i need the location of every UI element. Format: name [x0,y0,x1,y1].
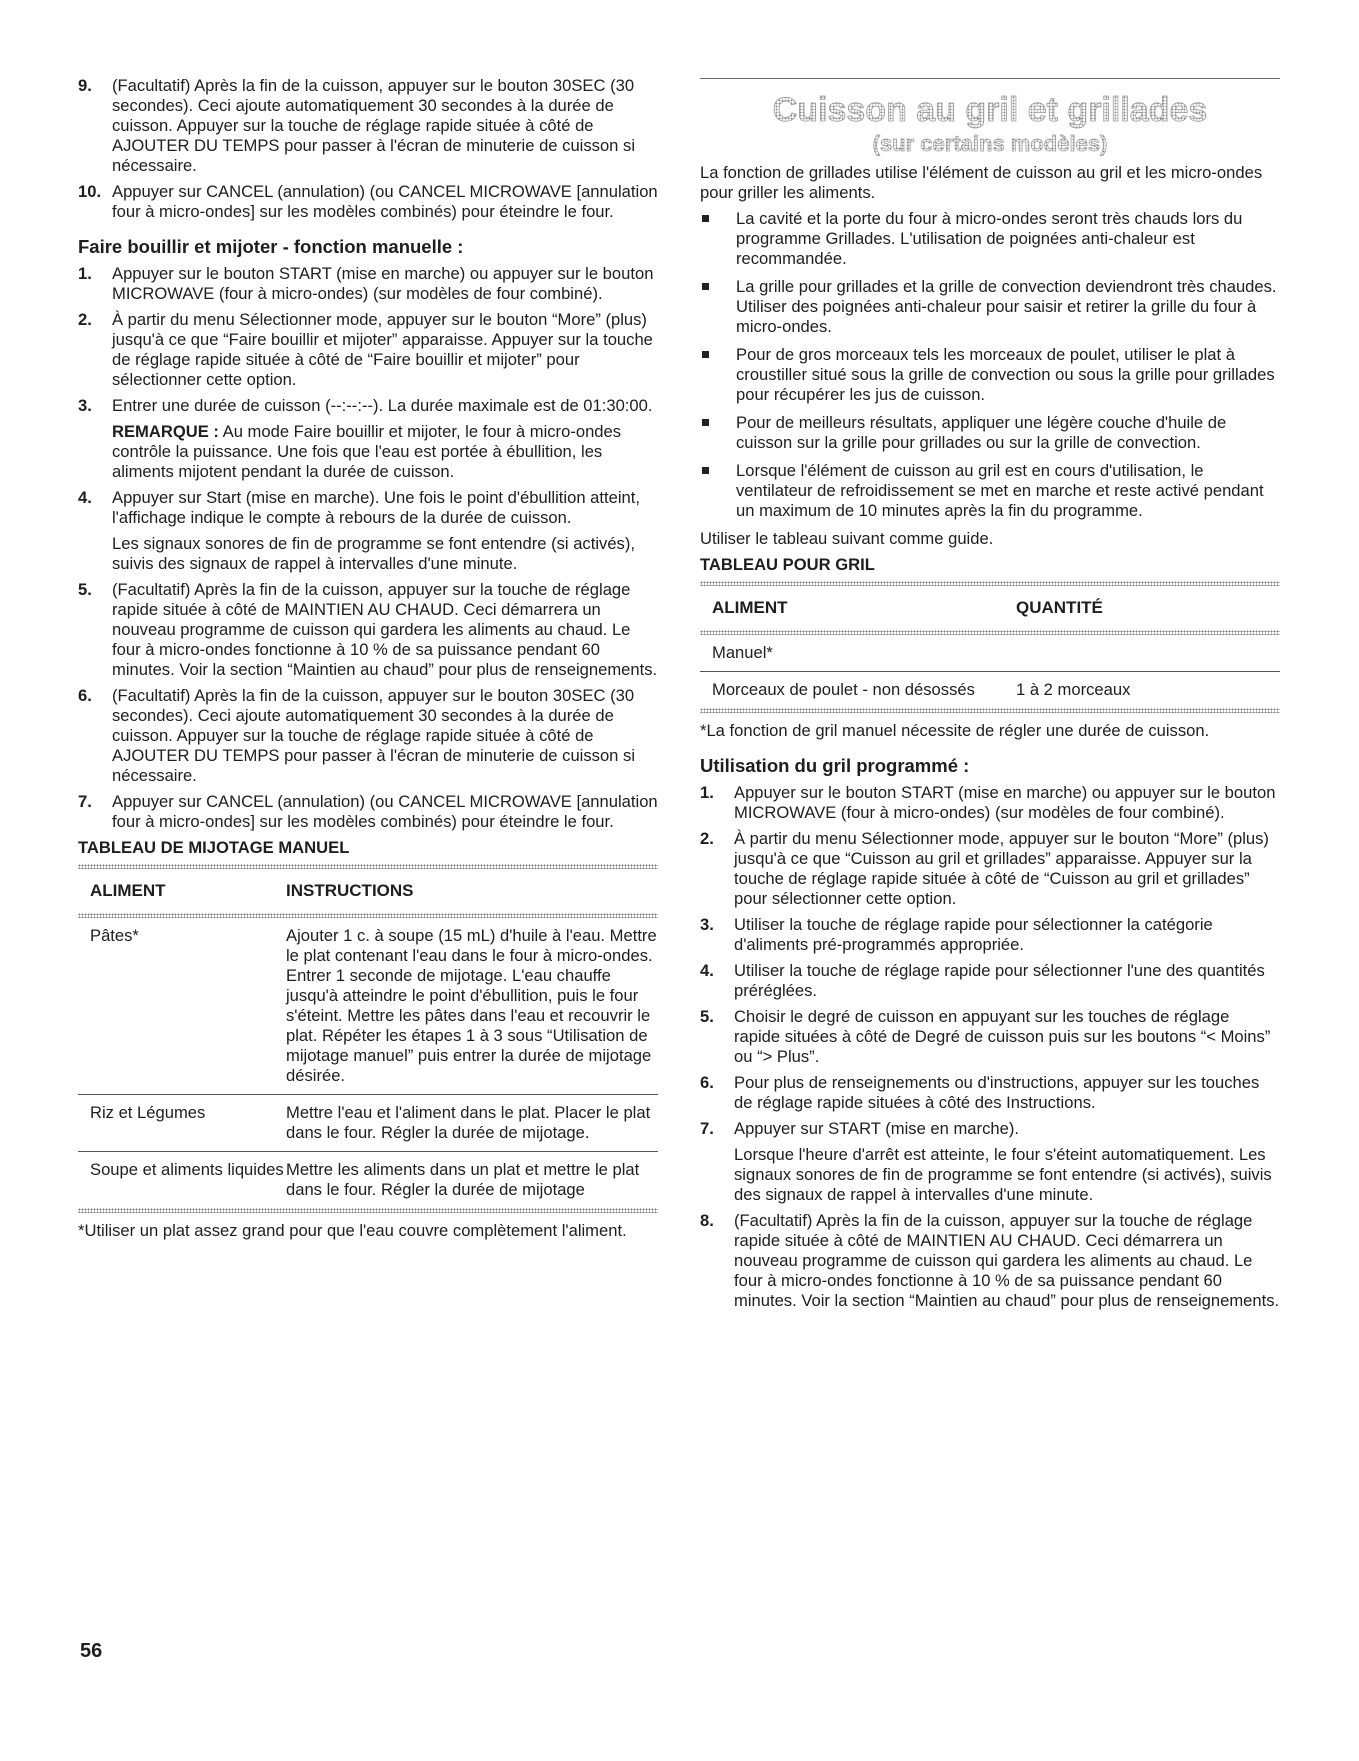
bullet-text: Pour de gros morceaux tels les morceaux de poulet, utiliser le plat à croustiller situé sous la grille de convection ou sous la grille pour grillades pour récupérer les jus de cuisson. [736,345,1275,404]
step-text: Appuyer sur Start (mise en marche). Une fois le point d'ébullition atteint, l'affichage indique le compte à rebours de la durée de cuisson. [112,488,640,527]
step-number: 7. [700,1119,714,1138]
step-number: 2. [78,310,92,329]
list-item [700,209,1280,269]
table-cell: Ajouter 1 c. à soupe (15 mL) d'huile à l'eau. Mettre le plat contenant l'eau dans le four à micro-ondes. Entrer 1 seconde de mijotage. L'eau chauffe jusqu'à atteindre le point d'ébullition, puis le four s'éteint. Mettre les pâtes dans l'eau et recouvrir le plat. Répéter les étapes 1 à 3 sous “Utilisation de mijotage manuel” puis entrer la durée de mijotage désirée. [286,926,657,1085]
step-text: Pour plus de renseignements ou d'instructions, appuyer sur les touches de réglage rapide situées à côté des Instructions. [734,1073,1260,1112]
table-cell: Soupe et aliments liquides [90,1160,284,1179]
table-cell: Morceaux de poulet - non désossés [712,680,975,699]
list-item [78,182,658,222]
step-text: Choisir le degré de cuisson en appuyant sur les touches de réglage rapide situées à côté de Degré de cuisson puis sur les boutons “< Moins” ou “> Plus”. [734,1007,1271,1066]
banner-title: Cuisson au gril et grillades [772,91,1208,129]
steps-top-list [78,76,658,222]
step-number: 4. [78,488,92,507]
list-item [700,413,1280,453]
list-item [78,488,658,574]
table-row [700,671,1280,708]
column-header-aliment: ALIMENT [90,881,166,900]
step-number: 3. [78,396,92,415]
table-cell: Manuel* [712,643,773,662]
table-cell: Pâtes* [90,926,139,945]
list-item [78,686,658,786]
column-header-aliment: ALIMENT [712,598,788,617]
step-number: 5. [700,1007,714,1026]
right-column [700,78,1280,1317]
remark-label: REMARQUE : [112,422,219,441]
step-number: 1. [700,783,714,802]
table-row [78,1094,658,1151]
step-number: 3. [700,915,714,934]
table-cell: Riz et Légumes [90,1103,206,1122]
table-cell: Mettre les aliments dans un plat et mettre le plat dans le four. Régler la durée de mijotage [286,1160,640,1199]
intro-text: La fonction de grillades utilise l'élément de cuisson au gril et les micro-ondes pour griller les aliments. [700,163,1263,202]
step-text: À partir du menu Sélectionner mode, appuyer sur le bouton “More” (plus) jusqu'à ce que “Cuisson au gril et grillades” apparaisse. Appuyer sur la touche de réglage rapide située à côté de “Cuisson au gril et grillades” pour sélectionner cette option. [734,829,1269,908]
table-cell: Mettre l'eau et l'aliment dans le plat. Placer le plat dans le four. Régler la durée de mijotage. [286,1103,651,1142]
step-text: Les signaux sonores de fin de programme se font entendre (si activés), suivis des signaux de rappel à intervalles d'une minute. [112,534,635,573]
column-header-quantite: QUANTITÉ [1016,598,1103,617]
step-number: 7. [78,792,92,811]
simmer-table [78,838,658,1241]
step-text: Entrer une durée de cuisson (--:--:--). La durée maximale est de 01:30:00. [112,396,653,415]
table-cell: 1 à 2 morceaux [1016,680,1131,699]
list-item [78,396,658,482]
list-item [700,1119,1280,1205]
list-item [78,580,658,680]
list-item [700,829,1280,909]
table-row [78,1151,658,1208]
remark-text: Au mode Faire bouillir et mijoter, le four à micro-ondes contrôle la puissance. Une fois que l'eau est portée à ébullition, les aliments mijotent pendant la durée de cuisson. [112,422,622,481]
step-number: 6. [78,686,92,705]
list-item [78,792,658,832]
list-item [700,915,1280,955]
table-body [700,635,1280,708]
step-number: 6. [700,1073,714,1092]
list-item [700,345,1280,405]
column-header-instructions: INSTRUCTIONS [286,881,414,900]
step-text: (Facultatif) Après la fin de la cuisson, appuyer sur la touche de réglage rapide située à côté de MAINTIEN AU CHAUD. Ceci démarrera un nouveau programme de cuisson qui gardera les aliments au chaud. Le four à micro-ondes fonctionne à 10 % de sa puissance pendant 60 minutes. Voir la section “Maintien au chaud” pour plus de renseignements. [112,580,658,679]
square-bullet-icon [700,413,736,453]
table-footnote: *Utiliser un plat assez grand pour que l'eau couvre complètement l'aliment. [78,1221,627,1240]
table-title: TABLEAU DE MIJOTAGE MANUEL [78,838,350,857]
bullet-text: Pour de meilleurs résultats, appliquer une légère couche d'huile de cuisson sur la grille pour grillades ou sur la grille de convection. [736,413,1227,452]
banner-subtitle: (sur certains modèles) [872,131,1108,156]
step-text: Utiliser la touche de réglage rapide pour sélectionner la catégorie d'aliments pré-programmés appropriée. [734,915,1213,954]
step-number: 5. [78,580,92,599]
step-text: (Facultatif) Après la fin de la cuisson, appuyer sur le bouton 30SEC (30 secondes). Ceci ajoute automatiquement 30 secondes à la durée de cuisson. Appuyer sur la touche de réglage rapide située à côté de AJOUTER DU TEMPS pour passer à l'écran de minuterie de cuisson si nécessaire. [112,76,636,175]
programmed-grill-steps [700,783,1280,1311]
step-number: 8. [700,1211,714,1230]
table-cell [1016,643,1280,663]
boil-simmer-steps [78,264,658,832]
list-item [78,264,658,304]
table-row [700,635,1280,671]
bullet-list [700,209,1280,521]
table-header [700,586,1280,630]
page-number: 56 [80,1640,103,1662]
bullet-text: Lorsque l'élément de cuisson au gril est en cours d'utilisation, le ventilateur de refroidissement se met en marche et reste activé pendant un maximum de 10 minutes après la fin du programme. [736,461,1264,520]
step-text: Appuyer sur le bouton START (mise en marche) ou appuyer sur le bouton MICROWAVE (four à micro-ondes) (sur modèles de four combiné). [734,783,1276,822]
list-item [700,1007,1280,1067]
step-text: Appuyer sur START (mise en marche). [734,1119,1019,1138]
step-text: Appuyer sur le bouton START (mise en marche) ou appuyer sur le bouton MICROWAVE (four à micro-ondes) (sur modèles de four combiné). [112,264,654,303]
dotted-divider [700,708,1280,713]
list-item [700,1211,1280,1311]
step-number: 1. [78,264,92,283]
step-text: Appuyer sur CANCEL (annulation) (ou CANCEL MICROWAVE [annulation four à micro-ondes] sur les modèles combinés) pour éteindre le four. [112,182,658,221]
list-item [700,277,1280,337]
bullet-text: La grille pour grillades et la grille de convection deviendront très chaudes. Utiliser des poignées anti-chaleur pour saisir et retirer la grille du four à micro-ondes. [736,277,1277,336]
top-rule [700,78,1280,79]
step-text: (Facultatif) Après la fin de la cuisson, appuyer sur la touche de réglage rapide située à côté de MAINTIEN AU CHAUD. Ceci démarrera un nouveau programme de cuisson qui gardera les aliments au chaud. Le four à micro-ondes fonctionne à 10 % de sa puissance pendant 60 minutes. Voir la section “Maintien au chaud” pour plus de renseignements. [734,1211,1280,1310]
list-item [700,1073,1280,1113]
section-banner [700,87,1280,163]
list-item [700,783,1280,823]
bullet-text: La cavité et la porte du four à micro-ondes seront très chauds lors du programme Grillades. L'utilisation de poignées anti-chaleur est recommandée. [736,209,1243,268]
table-footnote: *La fonction de gril manuel nécessite de régler une durée de cuisson. [700,721,1210,740]
step-number: 2. [700,829,714,848]
square-bullet-icon [700,461,736,521]
square-bullet-icon [700,277,736,337]
list-item [78,310,658,390]
step-number: 10. [78,182,102,201]
table-row [78,918,658,1094]
step-number: 4. [700,961,714,980]
step-number: 9. [78,76,92,95]
step-text: (Facultatif) Après la fin de la cuisson, appuyer sur le bouton 30SEC (30 secondes). Ceci ajoute automatiquement 30 secondes à la durée de cuisson. Appuyer sur la touche de réglage rapide située à côté de AJOUTER DU TEMPS pour passer à l'écran de minuterie de cuisson si nécessaire. [112,686,636,785]
list-item [700,461,1280,521]
square-bullet-icon [700,209,736,269]
left-column [78,76,658,1241]
list-item [700,961,1280,1001]
section-heading-boil-simmer: Faire bouillir et mijoter - fonction manuelle : [78,236,464,257]
table-header [78,869,658,913]
grill-table [700,555,1280,741]
step-text: Utiliser la touche de réglage rapide pour sélectionner l'une des quantités préréglées. [734,961,1265,1000]
square-bullet-icon [700,345,736,405]
step-text: À partir du menu Sélectionner mode, appuyer sur le bouton “More” (plus) jusqu'à ce que “Faire bouillir et mijoter” apparaisse. Appuyer sur la touche de réglage rapide située à côté de “Faire bouillir et mijoter” pour sélectionner cette option. [112,310,653,389]
guide-text: Utiliser le tableau suivant comme guide. [700,529,994,548]
table-title: TABLEAU POUR GRIL [700,555,875,574]
step-text: Appuyer sur CANCEL (annulation) (ou CANCEL MICROWAVE [annulation four à micro-ondes] sur les modèles combinés) pour éteindre le four. [112,792,658,831]
step-text: Lorsque l'heure d'arrêt est atteinte, le four s'éteint automatiquement. Les signaux sonores de fin de programme se font entendre (si activés), suivis des signaux de rappel à intervalles d'une minute. [734,1145,1272,1204]
dotted-divider [78,1208,658,1213]
list-item [78,76,658,176]
table-body [78,918,658,1208]
section-heading-programmed-grill: Utilisation du gril programmé : [700,755,970,776]
remark [112,422,658,482]
banner-title-graphic [730,87,1250,159]
